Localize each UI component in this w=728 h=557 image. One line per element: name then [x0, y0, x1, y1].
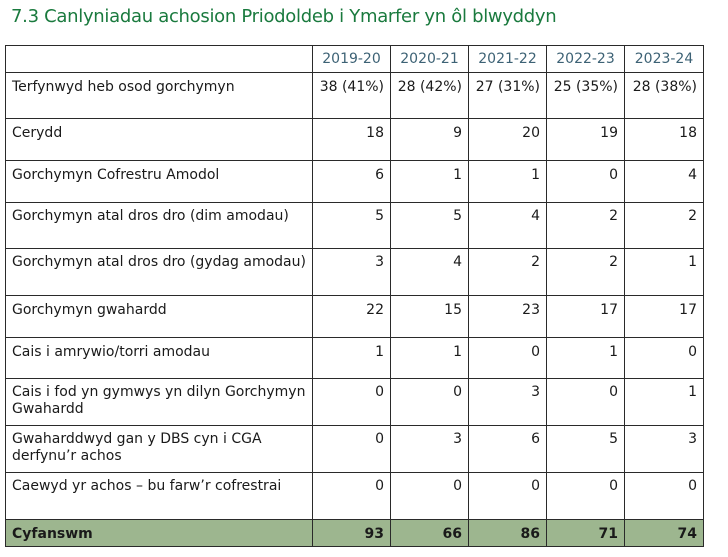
- value-cell: 0: [313, 473, 391, 520]
- value-cell: 3: [625, 426, 704, 473]
- value-cell: 38 (41%): [313, 73, 391, 119]
- total-value: 93: [313, 520, 391, 547]
- value-cell: 0: [547, 379, 625, 426]
- value-cell: 1: [469, 161, 547, 203]
- row-label: Caewyd yr achos – bu farw’r cofrestrai: [6, 473, 313, 520]
- table-row: [6, 296, 704, 338]
- total-row: [6, 520, 704, 547]
- total-value: 74: [625, 520, 704, 547]
- header-cell-year: 2022-23: [547, 46, 625, 73]
- value-cell: 0: [391, 473, 469, 520]
- table-row: [6, 426, 704, 473]
- value-cell: 23: [469, 296, 547, 338]
- value-cell: 0: [469, 338, 547, 379]
- value-cell: 25 (35%): [547, 73, 625, 119]
- header-cell-blank: [6, 46, 313, 73]
- row-label: Gorchymyn atal dros dro (dim amodau): [6, 203, 313, 249]
- value-cell: 2: [469, 249, 547, 296]
- value-cell: 1: [391, 338, 469, 379]
- total-label: Cyfanswm: [6, 520, 313, 547]
- value-cell: 0: [391, 379, 469, 426]
- value-cell: 3: [391, 426, 469, 473]
- section-title: 7.3 Canlyniadau achosion Priodoldeb i Ymarfer yn ôl blwyddyn: [11, 6, 557, 27]
- value-cell: 28 (38%): [625, 73, 704, 119]
- value-cell: 17: [625, 296, 704, 338]
- value-cell: 9: [391, 119, 469, 161]
- header-row: [6, 46, 704, 73]
- row-label: Gorchymyn Cofrestru Amodol: [6, 161, 313, 203]
- value-cell: 15: [391, 296, 469, 338]
- value-cell: 1: [547, 338, 625, 379]
- value-cell: 0: [469, 473, 547, 520]
- total-value: 86: [469, 520, 547, 547]
- table-row: [6, 73, 704, 119]
- table-row: [6, 473, 704, 520]
- row-label: Gorchymyn gwahardd: [6, 296, 313, 338]
- header-cell-year: 2021-22: [469, 46, 547, 73]
- value-cell: 4: [625, 161, 704, 203]
- value-cell: 5: [313, 203, 391, 249]
- value-cell: 4: [391, 249, 469, 296]
- value-cell: 0: [313, 426, 391, 473]
- value-cell: 0: [625, 473, 704, 520]
- table-row: [6, 379, 704, 426]
- row-label: Gorchymyn atal dros dro (gydag amodau): [6, 249, 313, 296]
- value-cell: 1: [625, 379, 704, 426]
- value-cell: 2: [547, 249, 625, 296]
- value-cell: 5: [547, 426, 625, 473]
- row-label: Cais i amrywio/torri amodau: [6, 338, 313, 379]
- table-row: [6, 338, 704, 379]
- value-cell: 17: [547, 296, 625, 338]
- value-cell: 22: [313, 296, 391, 338]
- value-cell: 0: [313, 379, 391, 426]
- table-row: [6, 249, 704, 296]
- header-cell-year: 2019-20: [313, 46, 391, 73]
- value-cell: 28 (42%): [391, 73, 469, 119]
- table-row: [6, 161, 704, 203]
- value-cell: 19: [547, 119, 625, 161]
- value-cell: 4: [469, 203, 547, 249]
- value-cell: 6: [469, 426, 547, 473]
- value-cell: 3: [313, 249, 391, 296]
- value-cell: 1: [313, 338, 391, 379]
- row-label: Terfynwyd heb osod gorchymyn: [6, 73, 313, 119]
- value-cell: 20: [469, 119, 547, 161]
- value-cell: 18: [625, 119, 704, 161]
- value-cell: 1: [625, 249, 704, 296]
- results-table: [5, 45, 704, 547]
- value-cell: 2: [547, 203, 625, 249]
- row-label: Cerydd: [6, 119, 313, 161]
- value-cell: 3: [469, 379, 547, 426]
- value-cell: 27 (31%): [469, 73, 547, 119]
- value-cell: 0: [547, 161, 625, 203]
- value-cell: 6: [313, 161, 391, 203]
- value-cell: 18: [313, 119, 391, 161]
- header-cell-year: 2023-24: [625, 46, 704, 73]
- table-row: [6, 119, 704, 161]
- value-cell: 2: [625, 203, 704, 249]
- total-value: 71: [547, 520, 625, 547]
- value-cell: 0: [547, 473, 625, 520]
- value-cell: 5: [391, 203, 469, 249]
- value-cell: 1: [391, 161, 469, 203]
- header-cell-year: 2020-21: [391, 46, 469, 73]
- table-row: [6, 203, 704, 249]
- total-value: 66: [391, 520, 469, 547]
- row-label: Cais i fod yn gymwys yn dilyn Gorchymyn Gwahardd: [6, 379, 313, 426]
- row-label: Gwaharddwyd gan y DBS cyn i CGA derfynu’r achos: [6, 426, 313, 473]
- value-cell: 0: [625, 338, 704, 379]
